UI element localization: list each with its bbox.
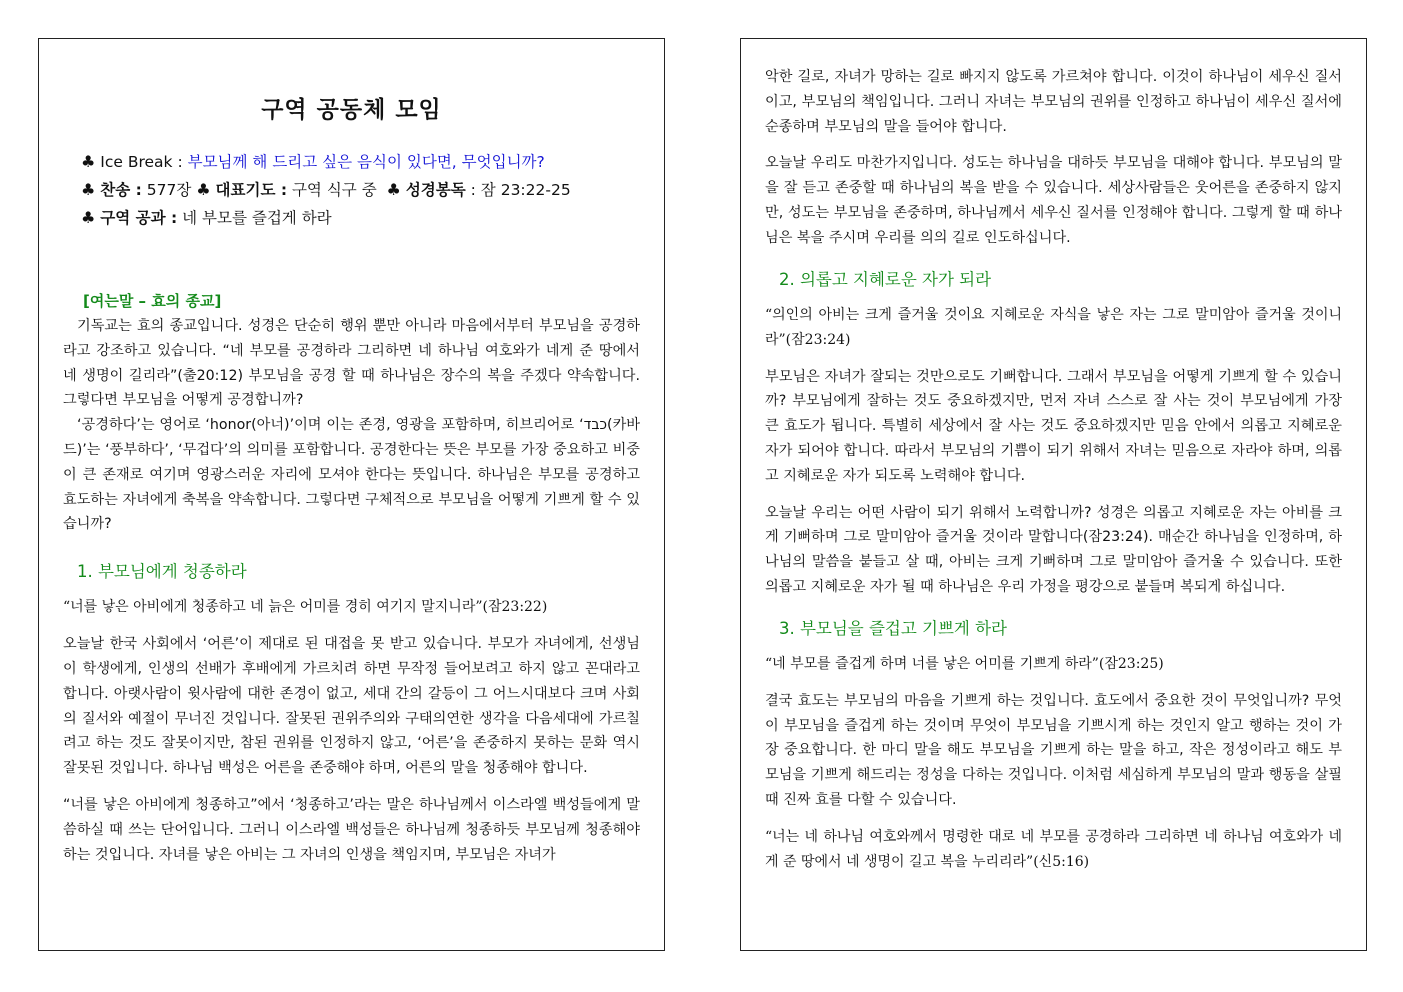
club-bullet-icon: ♣ — [81, 180, 96, 199]
section-1-verse: “너를 낳은 아비에게 청종하고 네 늙은 어미를 경히 여기지 말지니라”(잠23:22) — [63, 599, 548, 616]
section-2-paragraph-2: 오늘날 우리는 어떤 사람이 되기 위해서 노력합니까? 성경은 의롭고 지혜로운 자는 아비를 크게 기뻐하며 그로 말미암아 즐거울 것이라 말합니다(잠23:24). 매순간 하나님을 인정하며, 하나님의 말씀을 붙들고 살 때, 아비는 크게 기뻐하며 그로 말미암아 즐거울 수 있습니다. 또한 의롭고 지혜로운 자가 될 때 하나님은 우리 가정을 평강으로 붙들며 복되게 하십니다. — [765, 504, 1342, 595]
icebreak-separator: : — [172, 153, 188, 171]
lesson-value: 네 부모를 즐겁게 하라 — [177, 209, 332, 227]
prayer-label: 대표기도 : — [215, 181, 288, 199]
meeting-info — [81, 148, 640, 232]
right-page — [740, 38, 1367, 951]
hymn-value: 577장 — [141, 181, 197, 199]
reading-value: : 잠 23:22-25 — [465, 181, 571, 199]
section-2-heading: 2. 의롭고 지혜로운 자가 되라 — [779, 269, 992, 289]
club-bullet-icon: ♣ — [386, 180, 401, 199]
continued-paragraph: 악한 길로, 자녀가 망하는 길로 빠지지 않도록 가르쳐야 합니다. 이것이 하나님이 세우신 질서이고, 부모님의 책임입니다. 그러니 자녀는 부모님의 권위를 인정하고 하나님이 세우신 질서에 순종하며 부모님의 말을 들어야 합니다. — [765, 69, 1342, 135]
hymn-label: 찬송 : — [100, 181, 142, 199]
section-2-paragraph-1: 부모님은 자녀가 잘되는 것만으로도 기뻐합니다. 그래서 부모님을 어떻게 기쁘게 할 수 있습니까? 부모님에게 잘하는 것도 중요하겠지만, 먼저 자녀 스스로 잘 사는 것이 부모님에게 가장 큰 효도가 됩니다. 특별히 세상에서 잘 사는 것도 중요하겠지만 믿음 안에서 의롭고 지혜로운 자가 되어야 합니다. 따라서 부모님의 기쁨이 되기 위해서 자녀는 믿음으로 자라야 하며, 의롭고 지혜로운 자가 되도록 노력해야 합니다. — [765, 368, 1342, 484]
left-page — [38, 38, 665, 951]
section-3-paragraph-1: 결국 효도는 부모님의 마음을 기쁘게 하는 것입니다. 효도에서 중요한 것이 무엇입니까? 무엇이 부모님을 즐겁게 하는 것이며 무엇이 부모님을 기쁘시게 하는 것인지 알고 행하는 것이 가장 중요합니다. 한 마디 말을 해도 부모님을 기쁘게 하는 말을 하고, 작은 정성이라고 해도 부모님을 기쁘게 해드리는 정성을 다하는 것입니다. 이처럼 세심하게 부모님의 말과 행동을 살필 때 진짜 효를 다할 수 있습니다. — [765, 692, 1342, 808]
club-bullet-icon: ♣ — [81, 208, 96, 227]
icebreak-question: 부모님께 해 드리고 싶은 음식이 있다면, 무엇입니까? — [187, 153, 545, 171]
opening-paragraph-2: ‘공경하다’는 영어로 ‘honor(아너)’이며 이는 존경, 영광을 포함하며, 히브리어로 ‘כבד(카바드)’는 ‘풍부하다’, ‘무겁다’의 의미를 포함합니다. 공경한다는 뜻은 부모를 가장 중요하고 비중이 큰 존재로 여기며 영광스러운 자리에 모셔야 한다는 뜻입니다. 하나님은 부모를 공경하고 효도하는 자녀에게 축복을 약속합니다. 그렇다면 구체적으로 부모님을 어떻게 기쁘게 할 수 있습니까? — [63, 417, 640, 533]
opening-heading: [여는말 – 효의 종교] — [83, 292, 222, 310]
lesson-line — [81, 204, 640, 232]
reading-label: 성경봉독 — [405, 181, 466, 199]
prayer-value: 구역 식구 중 — [287, 181, 382, 199]
section-1-paragraph-1: 오늘날 한국 사회에서 ‘어른’이 제대로 된 대접을 못 받고 있습니다. 부모가 자녀에게, 선생님이 학생에게, 인생의 선배가 후배에게 가르치려 하면 무작정 들어보려고 하지 않고 꼰대라고 합니다. 아랫사람이 윗사람에 대한 존경이 없고, 세대 간의 갈등이 그 어느시대보다 크며 사회의 질서와 예절이 무너진 것입니다. 잘못된 권위주의와 구태의연한 생각을 다음세대에 가르칠려고 하는 것도 잘못이지만, 참된 권위를 인정하지 않고, ‘어른’을 존중하지 못하는 문화 역시 잘못된 것입니다. 하나님 백성은 어른을 존중해야 하며, 어른의 말을 청종해야 합니다. — [63, 636, 640, 777]
club-bullet-icon: ♣ — [81, 152, 96, 171]
right-paragraph-2: 오늘날 우리도 마찬가지입니다. 성도는 하나님을 대하듯 부모님을 대해야 합니다. 부모님의 말을 잘 듣고 존중할 때 하나님의 복을 받을 수 있습니다. 세상사람들은 웃어른을 존중하지 않지만, 성도는 부모님을 존중하며, 하나님께서 세우신 질서를 인정해야 합니다. 그렇게 할 때 하나님은 복을 주시며 우리를 의의 길로 인도하십니다. — [765, 155, 1342, 246]
section-3-verse: “네 부모를 즐겁게 하며 너를 낳은 어미를 기쁘게 하라”(잠23:25) — [765, 655, 1164, 672]
section-3-heading: 3. 부모님을 즐겁고 기쁘게 하라 — [779, 618, 1007, 638]
lesson-label: 구역 공과 : — [100, 209, 178, 227]
order-line — [81, 176, 640, 204]
club-bullet-icon: ♣ — [196, 180, 211, 199]
icebreak-label: Ice Break — [100, 153, 173, 171]
document-title: 구역 공동체 모임 — [261, 97, 442, 123]
section-2-verse: “의인의 아비는 크게 즐거울 것이요 지혜로운 자식을 낳은 자는 그로 말미암아 즐거울 것이니라”(잠23:24) — [765, 306, 1342, 348]
section-1-heading: 1. 부모님에게 청종하라 — [77, 562, 247, 582]
opening-paragraph-1: 기독교는 효의 종교입니다. 성경은 단순히 행위 뿐만 아니라 마음에서부터 부모님을 공경하라고 강조하고 있습니다. “네 부모를 공경하라 그리하면 네 하나님 여호와가 네게 준 땅에서 네 생명이 길리라”(출20:12) 부모님을 공경 할 때 하나님은 장수의 복을 주겠다 약속합니다. 그렇다면 부모님을 어떻게 공경합니까? — [63, 318, 640, 409]
icebreak-line — [81, 148, 640, 176]
section-1-paragraph-2: “너를 낳은 아비에게 청종하고”에서 ‘청종하고’라는 말은 하나님께서 이스라엘 백성들에게 말씀하실 때 쓰는 단어입니다. 그러니 이스라엘 백성들은 하나님께 청종하듯 부모님께 청종해야 하는 것입니다. 자녀를 낳은 아비는 그 자녀의 인생을 책임지며, 부모님은 자녀가 — [63, 796, 640, 863]
closing-verse: “너는 네 하나님 여호와께서 명령한 대로 네 부모를 공경하라 그리하면 네 하나님 여호와가 네게 준 땅에서 네 생명이 길고 복을 누리리라”(신5:16) — [765, 828, 1342, 870]
